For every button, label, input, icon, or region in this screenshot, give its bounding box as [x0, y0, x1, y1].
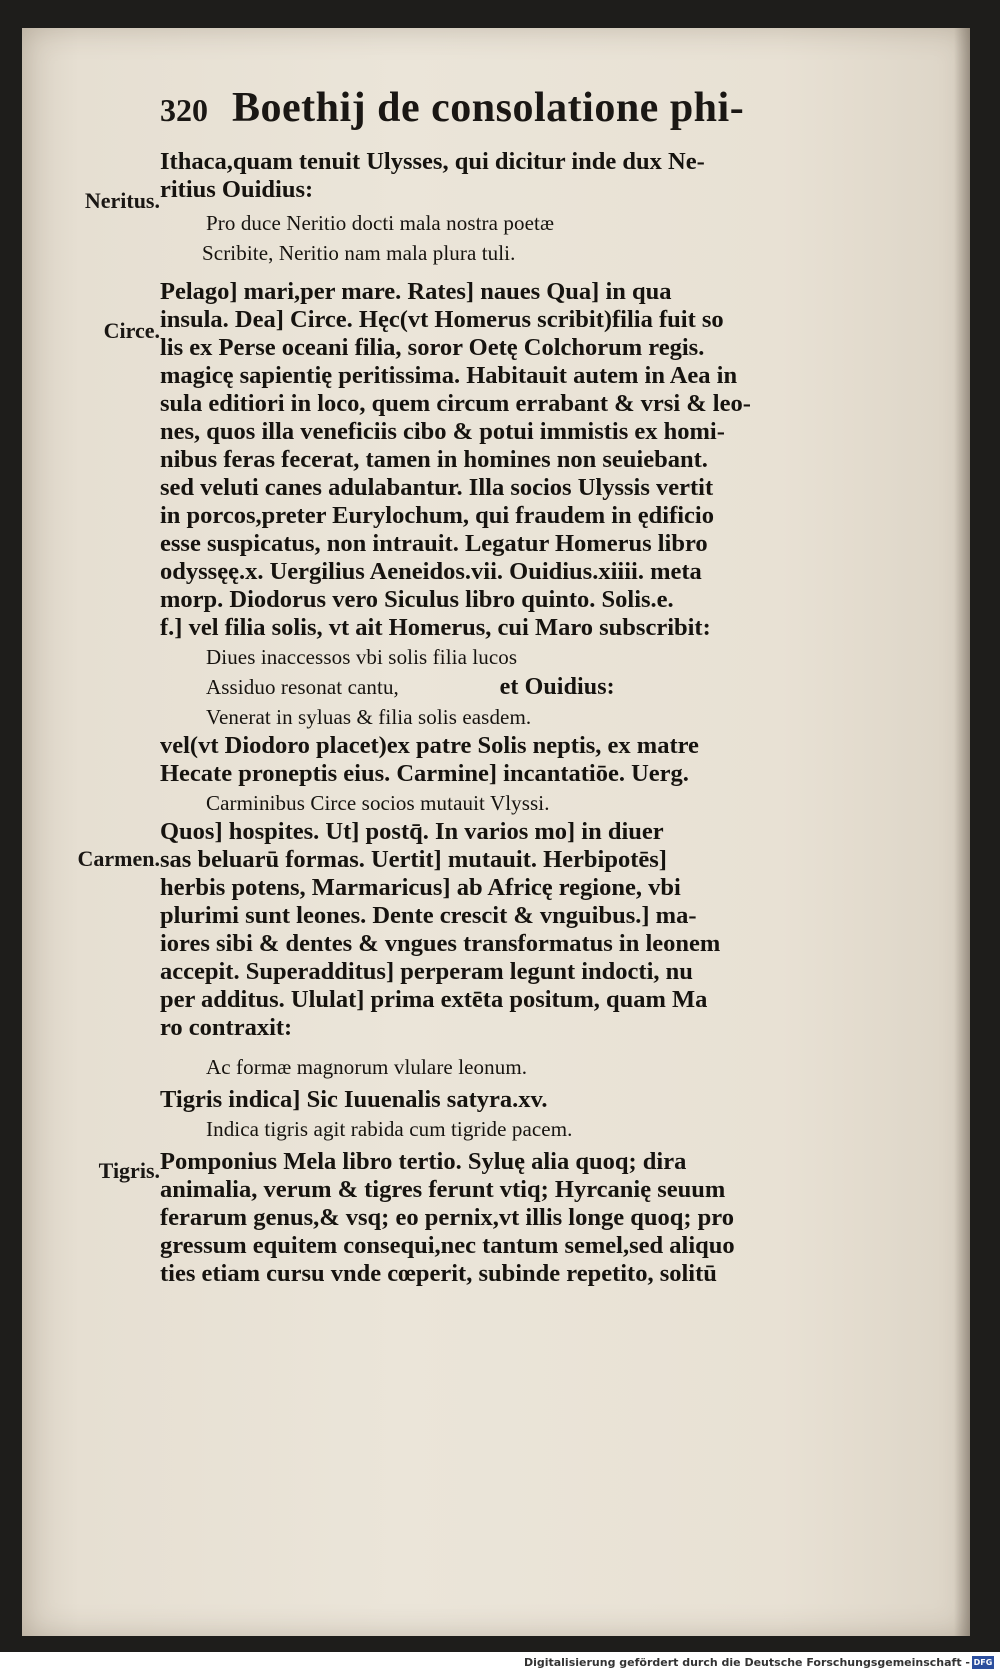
text-line: ro contraxit: [160, 1014, 293, 1041]
verse-quote: Ac formæ magnorum vlulare leonum. [206, 1055, 528, 1079]
text-line: magicę sapientię peritissima. Habitauit autem in Aea in [160, 362, 738, 389]
text-inline: et Ouidius: [499, 674, 615, 700]
commentary-text [160, 148, 900, 1288]
text-line: plurimi sunt leones. Dente crescit & vnguibus.] ma- [160, 902, 697, 929]
text-line: herbis potens, Marmaricus] ab Africę regione, vbi [160, 874, 681, 901]
text-line: sula editiori in loco, quem circum errabant & vrsi & leo- [160, 390, 751, 417]
page-number: 320 [160, 92, 208, 128]
verse-quote: Diues inaccessos vbi solis filia lucos [206, 645, 518, 669]
text-line: f.] vel filia solis, vt ait Homerus, cui Maro subscribit: [160, 614, 711, 641]
text-line: iores sibi & dentes & vngues transformatus in leonem [160, 930, 721, 957]
verse-quote: Indica tigris agit rabida cum tigride pacem. [206, 1117, 573, 1141]
text-line: Ithaca,quam tenuit Ulysses, qui dicitur inde dux Ne- [160, 148, 705, 175]
text-line: odyssęę.x. Uergilius Aeneidos.vii. Ouidius.xiiii. meta [160, 558, 702, 585]
text-line: esse suspicatus, non intrauit. Legatur Homerus libro [160, 530, 708, 557]
verse-quote: Assiduo resonat cantu, [206, 675, 399, 699]
verse-quote: Scribite, Neritio nam mala plura tuli. [202, 241, 516, 265]
verse-quote: Pro duce Neritio docti mala nostra poetæ [206, 211, 555, 235]
text-line: gressum equitem consequi,nec tantum semel,sed aliquo [160, 1232, 735, 1259]
text-line: animalia, verum & tigres ferunt vtiq; Hyrcanię seuum [160, 1176, 726, 1203]
running-title: Boethij de consolatione phi- [232, 85, 745, 131]
text-line: lis ex Perse oceani filia, soror Oetę Colchorum regis. [160, 334, 705, 361]
text-line: accepit. Superadditus] perperam legunt indocti, nu [160, 958, 693, 985]
text-line: vel(vt Diodoro placet)ex patre Solis neptis, ex matre [160, 732, 699, 759]
page-edge-shadow [954, 28, 970, 1636]
text-line: Pomponius Mela libro tertio. Syluę alia quoq; dira [160, 1148, 687, 1175]
margin-note-neritus: Neritus. [84, 188, 160, 213]
text-line: ferarum genus,& vsq; eo pernix,vt illis longe quoq; pro [160, 1204, 734, 1231]
text-line: sas beluarū formas. Uertit] mutauit. Herbipotēs] [160, 846, 667, 873]
margin-note-carmen: Carmen. [77, 846, 160, 871]
text-line: Tigris indica] Sic Iuuenalis satyra.xv. [160, 1086, 548, 1113]
text-line: Hecate proneptis eius. Carmine] incantatiōe. Uerg. [160, 760, 689, 787]
text-line: insula. Dea] Circe. Hęc(vt Homerus scribit)filia fuit so [160, 306, 724, 333]
digitization-footer [0, 1654, 1000, 1673]
text-line: nibus feras fecerat, tamen in homines non seuiebant. [160, 446, 708, 473]
margin-note-tigris: Tigris. [98, 1158, 160, 1183]
text-line: Quos] hospites. Ut] postq̄. In varios mo] in diuer [160, 818, 664, 845]
text-line: ritius Ouidius: [160, 176, 314, 203]
margin-note-circe: Circe. [103, 318, 160, 343]
funding-credit: Digitalisierung gefördert durch die Deutsche Forschungsgemeinschaft - [523, 1656, 970, 1669]
verse-quote-line [160, 672, 900, 702]
verse-quote: Venerat in syluas & filia solis easdem. [206, 705, 532, 729]
verse-quote: Carminibus Circe socios mutauit Vlyssi. [206, 791, 550, 815]
text-line: sed veluti canes adulabantur. Illa socios Ulyssis vertit [160, 474, 714, 501]
page-header [160, 84, 744, 144]
text-line: ties etiam cursu vnde cœperit, subinde repetito, solitū [160, 1260, 717, 1287]
text-line: morp. Diodorus vero Siculus libro quinto. Solis.e. [160, 586, 674, 613]
text-line: in porcos,preter Eurylochum, qui fraudem in ędificio [160, 502, 714, 529]
dfg-logo-icon: DFG [973, 1658, 993, 1667]
text-line: Pelago] mari,per mare. Rates] naues Qua] in qua [160, 278, 672, 305]
text-line: nes, quos illa veneficiis cibo & potui immistis ex homi- [160, 418, 725, 445]
text-line: per additus. Ululat] prima extēta positum, quam Ma [160, 986, 708, 1013]
